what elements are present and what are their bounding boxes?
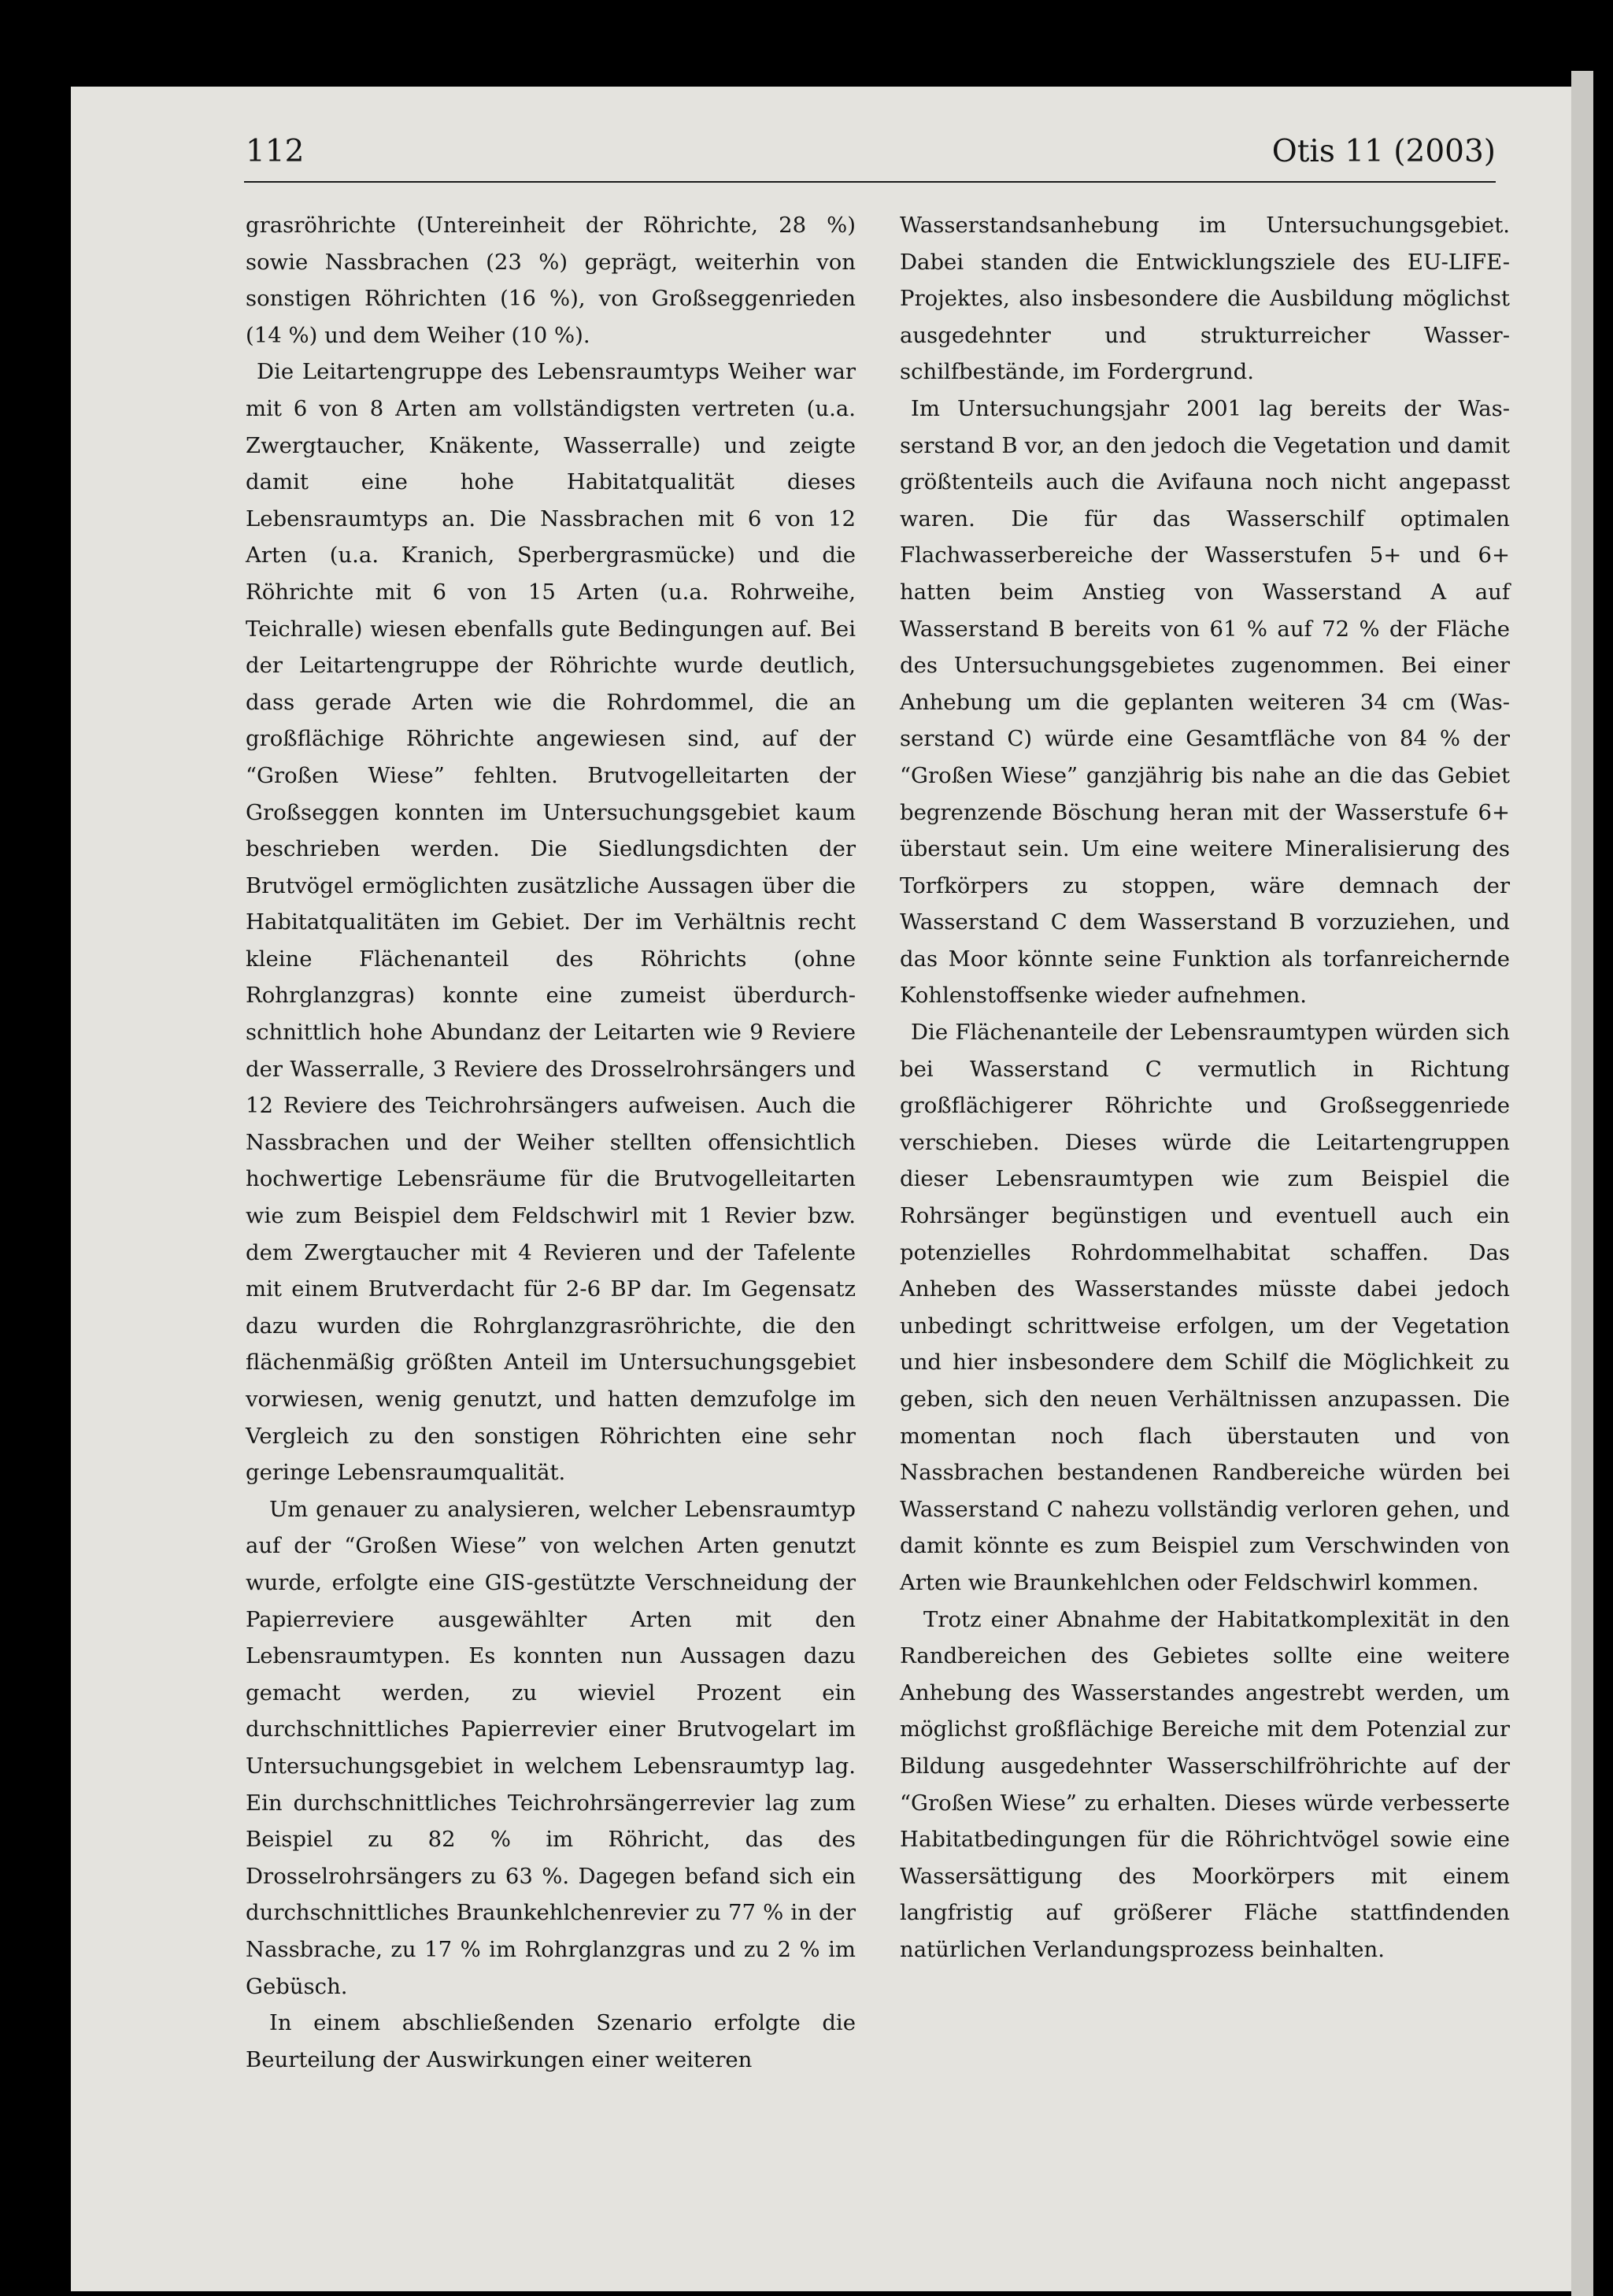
paragraph: grasröhrichte (Untereinheit der Röhrichte, 28 %) sowie Nassbrachen (23 %) geprägt, weiterhin von sonstigen Röhrichten (16 %), von Großseggenrieden (14 %) und dem Weiher (10 %). xyxy=(246,213,856,348)
paragraph: Wasserstandsanhebung im Untersuchungsgebiet. Dabei standen die Entwicklungsziele des EU-LIFE-Projektes, also insbesondere die Ausbildung möglichst ausgedehnter und strukturreicher Wasserschilfbestände, im Fordergrund. xyxy=(900,213,1510,385)
page-number: 112 xyxy=(246,134,305,169)
left-column xyxy=(246,207,856,2078)
paragraph: Die Flächenanteile der Lebensraumtypen würden sich bei Wasserstand C vermutlich in Richtung großflächigerer Röhrichte und Großseggenriede verschieben. Dieses würde die Leitartengruppen dieser Lebensraumtypen wie zum Beispiel die Rohrsänger begünstigen und eventuell auch ein potenzielles Rohrdommelhabitat schaffen. Das Anheben des Wasserstandes müsste dabei jedoch unbedingt schrittweise erfolgen, um der Vegetation und hier insbesondere dem Schilf die Möglichkeit zu geben, sich den neuen Verhältnissen anzupassen. Die momentan noch flach überstauten und von Nassbrachen bestandenen Randbereiche würden bei Wasserstand C nahezu vollständig verloren gehen, und damit könnte es zum Beispiel zum Verschwinden von Arten wie Braunkehlchen oder Feldschwirl kommen. xyxy=(900,1020,1510,1595)
running-header xyxy=(165,134,1496,180)
journal-citation: Otis 11 (2003) xyxy=(1271,134,1496,169)
paragraph: Im Untersuchungsjahr 2001 lag bereits der Wasserstand B vor, an den jedoch die Vegetation und damit größtenteils auch die Avifauna noch nicht angepasst waren. Die für das Wasserschilf optimalen Flachwasserbereiche der Wasserstufen 5+ und 6+ hatten beim Anstieg von Wasserstand A auf Wasserstand B bereits von 61 % auf 72 % der Fläche des Untersuchungsgebietes zugenommen. Bei einer Anhebung um die geplanten weiteren 34 cm (Wasserstand C) würde eine Gesamtfläche von 84 % der “Großen Wiese” ganzjährig bis nahe an die das Gebiet begrenzende Böschung heran mit der Wasserstufe 6+ überstaut sein. Um eine weitere Mineralisierung des Torfkörpers zu stoppen, wäre demnach der Wasserstand C dem Wasserstand B vorzuziehen, und das Moor könnte seine Funktion als torfanreichernde Kohlenstoffsenke wieder aufnehmen. xyxy=(900,395,1510,1009)
header-rule xyxy=(244,181,1496,183)
adjacent-page-edge xyxy=(1571,71,1593,2296)
right-column xyxy=(900,207,1510,1968)
paragraph: Die Leitartengruppe des Lebensraumtyps Weiher war mit 6 von 8 Arten am vollständigsten vertreten (u.a. Zwergtaucher, Knäkente, Wasserralle) und zeigte damit eine hohe Habitatqualität dieses Lebensraumtyps an. Die Nassbrachen mit 6 von 12 Arten (u.a. Kranich, Sperbergrasmücke) und die Röhrichte mit 6 von 15 Arten (u.a. Rohrweihe, Teichralle) wiesen ebenfalls gute Bedingungen auf. Bei der Leitartengruppe der Röhrichte wurde deutlich, dass gerade Arten wie die Rohrdommel, die an großflächige Röhrichte angewiesen sind, auf der “Großen Wiese” fehlten. Brutvogelleitarten der Großseggen konnten im Untersuchungsgebiet kaum beschrieben werden. Die Siedlungsdichten der Brutvögel ermöglichten zusätzliche Aussagen über die Habitatqualitäten im Gebiet. Der im Verhältnis recht kleine Flächenanteil des Röhrichts (ohne Rohrglanzgras) konnte eine zumeist überdurchschnittlich hohe Abundanz der Leitarten wie 9 Reviere der Wasserralle, 3 Reviere des Drosselrohrsängers und 12 Reviere des Teichrohrsängers aufweisen. Auch die Nassbrachen und der Weiher stellten offensichtlich hochwertige Lebensräume für die Brutvogelleitarten wie zum Beispiel dem Feldschwirl mit 1 Revier bzw. dem Zwergtaucher mit 4 Revieren und der Tafelente mit einem Brutverdacht für 2-6 BP dar. Im Gegensatz dazu wurden die Rohrglanzgrasröhrichte, die den flächenmäßig größten Anteil im Untersuchungsgebiet vorwiesen, wenig genutzt, und hatten demzufolge im Vergleich zu den sonstigen Röhrichten eine sehr geringe Lebensraumqualität. xyxy=(246,359,856,1486)
paragraph: Um genauer zu analysieren, welcher Lebensraumtyp auf der “Großen Wiese” von welchen Arten genutzt wurde, erfolgte eine GIS-gestützte Verschneidung der Papierreviere ausgewählter Arten mit den Lebensraumtypen. Es konnten nun Aussagen dazu gemacht werden, zu wieviel Prozent ein durchschnittliches Papierrevier einer Brutvogelart im Untersuchungsgebiet in welchem Lebensraumtyp lag. Ein durchschnittliches Teichrohrsängerrevier lag zum Beispiel zu 82 % im Röhricht, das des Drosselrohrsängers zu 63 %. Dagegen befand sich ein durchschnittliches Braunkehlchenrevier zu 77 % in der Nassbrache, zu 17 % im Rohrglanzgras und zu 2 % im Gebüsch. xyxy=(246,1496,856,1999)
paragraph: Trotz einer Abnahme der Habitatkomplexität in den Randbereichen des Gebietes sollte eine weitere Anhebung des Wasserstandes angestrebt werden, um möglichst großflächige Bereiche mit dem Potenzial zur Bildung ausgedehnter Wasserschilfröhrichte auf der “Großen Wiese” zu erhalten. Dieses würde verbesserte Habitatbedingungen für die Röhrichtvögel sowie eine Wassersättigung des Moorkörpers mit einem langfristig auf größerer Fläche stattfindenden natürlichen Verlandungsprozess beinhalten. xyxy=(900,1606,1510,1962)
paragraph: In einem abschließenden Szenario erfolgte die Beurteilung der Auswirkungen einer weiteren xyxy=(246,2010,856,2072)
